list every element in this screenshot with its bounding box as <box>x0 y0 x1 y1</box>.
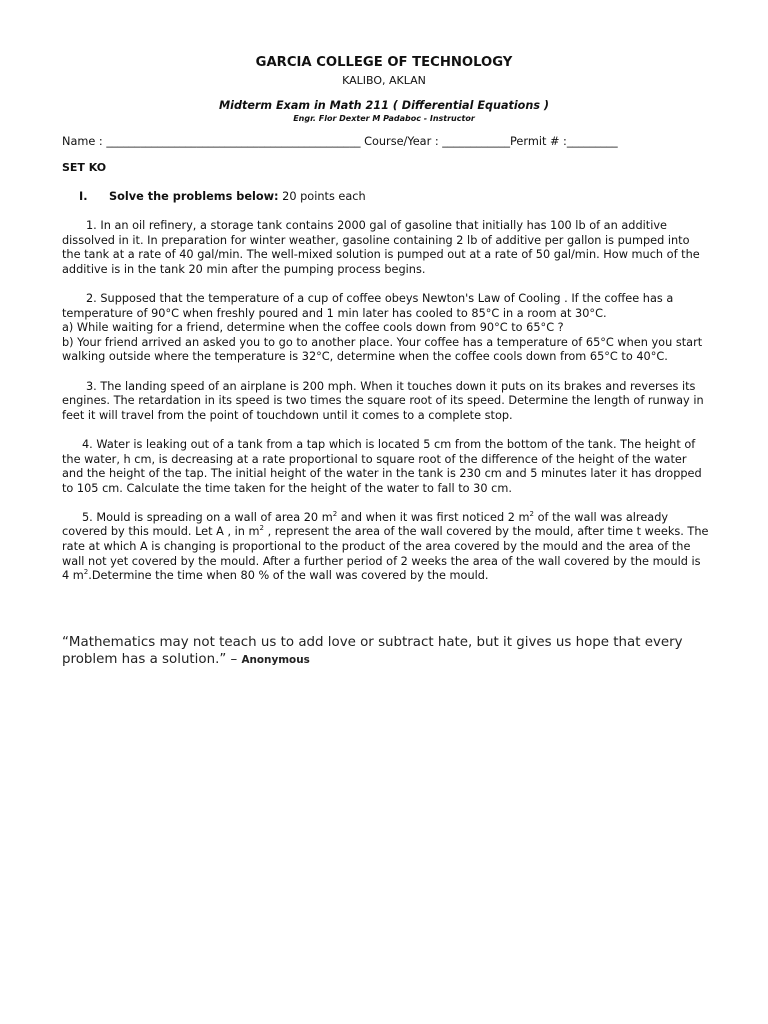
school-location: KALIBO, AKLAN <box>342 74 426 87</box>
problem-5-text-4: , represent the area of the wall covered by the mould, after time t weeks. The rate at which A is changing is proportional to the product of the area covered by the mould and the area of the wall not yet covered by the mould. After a further period of 2 weeks the area of the wall covered by the mould is 4 m <box>62 525 709 583</box>
superscript-2: 2 <box>332 510 338 519</box>
set-label: SET KO <box>62 161 107 174</box>
problem-list <box>62 219 710 598</box>
school-name: GARCIA COLLEGE OF TECHNOLOGY <box>255 55 513 70</box>
problem-5 <box>62 511 710 584</box>
problem-2b-text: b) Your friend arrived an asked you to go to another place. Your coffee has a temperature of 65°C when you start walking outside where the temperature is 32°C, determine when the coffee cools down from 65°C to 40°C. <box>62 335 703 364</box>
quote-text: “Mathematics may not teach us to add love or subtract hate, but it gives us hope that every problem has a solution.” – <box>62 635 683 668</box>
problem-2a-text: a) While waiting for a friend, determine when the coffee cools down from 90°C to 65°C ? <box>62 321 564 335</box>
superscript-2: 2 <box>83 568 89 577</box>
closing-quote <box>62 634 712 670</box>
problem-4 <box>62 438 710 496</box>
student-info-line: Name : _____________________________________________ Course/Year : ____________Permit # :_________ <box>62 135 618 148</box>
instructor-line: Engr. Flor Dexter M Padaboc - Instructor <box>293 114 475 123</box>
problem-2-text: 2. Supposed that the temperature of a cup of coffee obeys Newton's Law of Cooling . If the coffee has a temperature of 90°C when freshly poured and 1 min later has cooled to 85°C in a room at 30°C. <box>62 291 674 320</box>
problem-1-text: 1. In an oil refinery, a storage tank contains 2000 gal of gasoline that initially has 100 lb of an additive dissolved in it. In preparation for winter weather, gasoline containing 2 lb of additive per gallon is pumped into the tank at a rate of 40 gal/min. The well-mixed solution is pumped out at a rate of 50 gal/min. How much of the additive is in the tank 20 min after the pumping process begins. <box>62 219 700 276</box>
problem-2 <box>62 292 710 365</box>
section-heading <box>79 190 366 205</box>
quote-author: Anonymous <box>241 654 310 667</box>
exam-title: Midterm Exam in Math 211 ( Differential Equations ) <box>219 99 549 112</box>
section-instruction: Solve the problems below: <box>109 190 279 203</box>
problem-5-text-1: 5. Mould is spreading on a wall of area 20 m <box>82 510 333 524</box>
superscript-2: 2 <box>259 524 265 533</box>
section-number: I. <box>79 190 88 203</box>
superscript-2: 2 <box>529 510 534 519</box>
problem-5-text-5: .Determine the time when 80 % of the wall was covered by the mould. <box>88 569 489 583</box>
problem-3-text: 3. The landing speed of an airplane is 200 mph. When it touches down it puts on its brakes and reverses its engines. The retardation in its speed is two times the square root of its speed. Determine the length of runway in feet it will travel from the point of touchdown until it comes to a complete stop. <box>62 379 704 422</box>
problem-3 <box>62 380 710 424</box>
problem-1 <box>62 219 710 277</box>
problem-5-text-3: of the wall was already covered by this mould. Let A , in m <box>62 510 669 539</box>
problem-5-text-2: and when it was first noticed 2 m <box>337 510 530 524</box>
problem-4-text: 4. Water is leaking out of a tank from a tap which is located 5 cm from the bottom of the tank. The height of the water, h cm, is decreasing at a rate proportional to square root of the difference of the height of the water and the height of the tap. The initial height of the water in the tank is 230 cm and 5 minutes later it has dropped to 105 cm. Calculate the time taken for the height of the water to fall to 30 cm. <box>62 437 702 495</box>
section-points: 20 points each <box>278 190 366 203</box>
